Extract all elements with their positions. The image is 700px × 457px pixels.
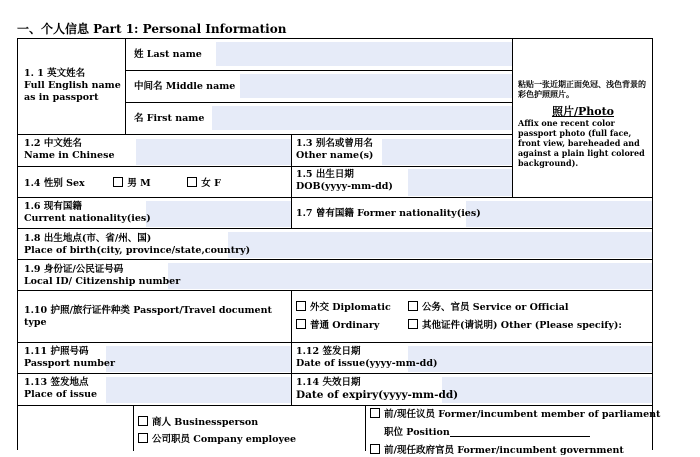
english-name-label-2: Full English name xyxy=(24,80,121,91)
other-names-field[interactable] xyxy=(382,139,512,165)
date-issue-field[interactable] xyxy=(408,346,652,372)
male-label: 男 M xyxy=(127,178,151,189)
sex-label: 1.4 性别 Sex xyxy=(24,178,85,189)
parliament-checkbox[interactable] xyxy=(370,408,380,418)
section-title: 一、个人信息 Part 1: Personal Information xyxy=(17,22,287,36)
female-checkbox[interactable] xyxy=(187,177,197,187)
photo-instruction-cn: 粘贴一张近期正面免冠、浅色背景的彩色护照照片。 xyxy=(518,79,646,99)
birthplace-label-en: Place of birth(city, province/state,country) xyxy=(24,245,251,256)
ordinary-checkbox[interactable] xyxy=(296,319,306,329)
english-name-label-3: as in passport xyxy=(24,92,99,103)
place-issue-field[interactable] xyxy=(106,377,291,403)
other-names-label-en: Other name(s) xyxy=(296,150,374,161)
photo-title: 照片/Photo xyxy=(551,105,615,118)
chinese-name-field[interactable] xyxy=(136,139,291,165)
first-name-field[interactable] xyxy=(212,106,512,130)
passport-number-label-en: Passport number xyxy=(24,358,115,369)
former-nationality-label: 1.7 曾有国籍 Former nationality(ies) xyxy=(296,208,481,219)
government-label: 前/现任政府官员 Former/incumbent government xyxy=(384,445,624,456)
chinese-name-label-en: Name in Chinese xyxy=(24,150,115,161)
first-name-label: 名 First name xyxy=(134,113,205,124)
service-checkbox[interactable] xyxy=(408,301,418,311)
parliament-label: 前/现任议员 Former/incumbent member of parliament xyxy=(384,409,661,420)
nationality-label-en: Current nationality(ies) xyxy=(24,213,151,224)
middle-name-label: 中间名 Middle name xyxy=(134,81,236,92)
nationality-field[interactable] xyxy=(146,201,291,227)
dob-field[interactable] xyxy=(408,169,512,196)
dob-label-cn: 1.5 出生日期 xyxy=(296,169,354,180)
position-field[interactable] xyxy=(450,426,590,437)
birthplace-field[interactable] xyxy=(228,232,652,258)
female-label: 女 F xyxy=(201,178,221,189)
ordinary-label: 普通 Ordinary xyxy=(310,320,380,331)
local-id-field[interactable] xyxy=(168,263,652,289)
place-issue-label-cn: 1.13 签发地点 xyxy=(24,377,89,388)
doc-type-label-1: 1.10 护照/旅行证件种类 Passport/Travel document xyxy=(24,305,272,316)
other-doc-checkbox[interactable] xyxy=(408,319,418,329)
date-expiry-label-en: Date of expiry(yyyy-mm-dd) xyxy=(296,389,459,401)
passport-number-field[interactable] xyxy=(106,346,291,372)
date-issue-label-en: Date of issue(yyyy-mm-dd) xyxy=(296,358,438,369)
government-checkbox[interactable] xyxy=(370,444,380,454)
former-nationality-field[interactable] xyxy=(466,201,652,227)
businessperson-checkbox[interactable] xyxy=(138,416,148,426)
dob-label-en: DOB(yyyy-mm-dd) xyxy=(296,181,393,192)
chinese-name-label-cn: 1.2 中文姓名 xyxy=(24,138,82,149)
doc-type-label-2: type xyxy=(24,317,47,328)
date-expiry-label-cn: 1.14 失效日期 xyxy=(296,377,361,388)
nationality-label-cn: 1.6 现有国籍 xyxy=(24,201,82,212)
businessperson-label: 商人 Businessperson xyxy=(152,417,259,428)
service-label: 公务、官员 Service or Official xyxy=(422,302,569,313)
diplomatic-label: 外交 Diplomatic xyxy=(310,302,391,313)
last-name-field[interactable] xyxy=(216,42,512,66)
photo-instruction-en: Affix one recent color passport photo (full face, front view, bareheaded and against a plain light colored background). xyxy=(518,118,645,168)
date-issue-label-cn: 1.12 签发日期 xyxy=(296,346,361,357)
english-name-label-1: 1. 1 英文姓名 xyxy=(24,68,86,79)
place-issue-label-en: Place of issue xyxy=(24,389,98,400)
personal-info-form xyxy=(17,38,661,456)
position-label: 职位 Position xyxy=(384,427,450,438)
male-checkbox[interactable] xyxy=(113,177,123,187)
other-doc-label: 其他证件(请说明) Other (Please specify): xyxy=(422,320,622,331)
middle-name-field[interactable] xyxy=(240,74,512,98)
birthplace-label-cn: 1.8 出生地点(市、省/州、国) xyxy=(24,233,152,244)
diplomatic-checkbox[interactable] xyxy=(296,301,306,311)
local-id-label-en: Local ID/ Citizenship number xyxy=(24,276,181,287)
other-names-label-cn: 1.3 别名或曾用名 xyxy=(296,138,373,149)
local-id-label-cn: 1.9 身份证/公民证号码 xyxy=(24,264,124,275)
company-employee-checkbox[interactable] xyxy=(138,433,148,443)
last-name-label: 姓 Last name xyxy=(134,49,202,60)
passport-number-label-cn: 1.11 护照号码 xyxy=(24,346,89,357)
date-expiry-field[interactable] xyxy=(442,377,652,403)
company-employee-label: 公司职员 Company employee xyxy=(152,434,297,445)
